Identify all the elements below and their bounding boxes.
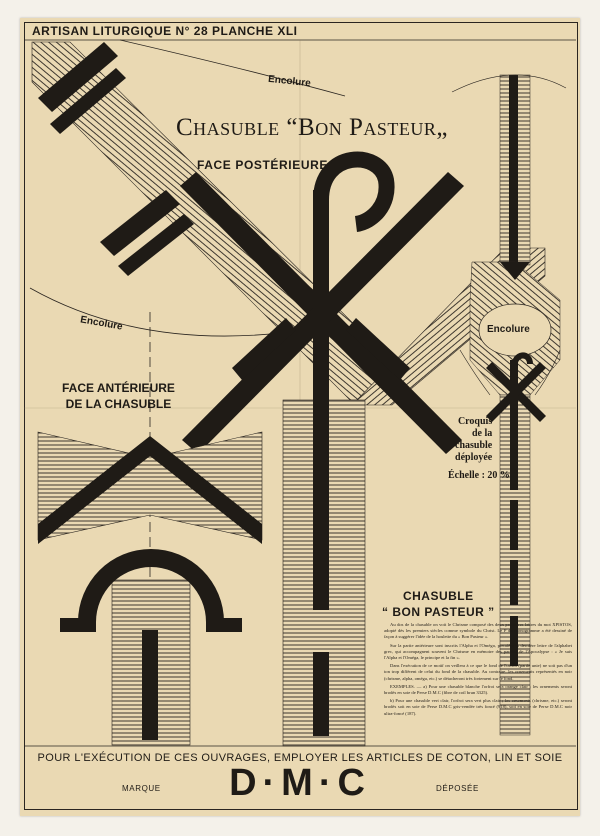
description-paragraph: Sur la partie antérieure sont inscrits l'Alpha et l'Oméga, première et dernière lettre de l'alphabet grec, qui accompagnent souvent le Chrisme en mémoire des paroles de l'Apocalypse : « Je suis l'Alpha et l'Oméga, le principe et la fin ».: [384, 642, 572, 661]
croquis-label: [455, 416, 492, 464]
chasuble-name-line1: CHASUBLE: [402, 589, 474, 603]
deposee-label: DÉPOSÉE: [436, 784, 479, 793]
face-anterieure-line1: FACE ANTÉRIEURE: [62, 381, 175, 395]
croquis-line1: Croquis: [457, 416, 493, 427]
face-posterieure-label: FACE POSTÉRIEURE: [197, 158, 328, 172]
description-paragraph: EXEMPLES. — a) Pour une chasuble blanche l'orfroi sera orange clair ; les ornements seront brodés en soie de Perse D.M.C (fibre de coil brun 3325).: [384, 683, 572, 696]
encolure-label-left: Encolure: [79, 314, 124, 333]
croquis-line3: chasuble: [455, 440, 493, 451]
dmc-logo: D·M·C: [229, 762, 371, 804]
face-anterieure-line2: DE LA CHASUBLE: [65, 397, 172, 411]
description-text: [384, 622, 572, 719]
croquis-line4: déployée: [455, 452, 493, 463]
plate-title: Chasuble “Bon Pasteur„: [176, 114, 448, 141]
description-paragraph: Au dos de la chasuble on voit le Chrisme composé des deux premières lettres du mot XPISTOS, adopté dès les premiers siècles comme symbole du Christ. Le P du monogramme a été dessiné de façon à suggérer l'idée de la houlette du « Bon Pasteur ».: [384, 622, 572, 640]
encolure-label-top: Encolure: [267, 73, 312, 90]
face-anterieure-label: [62, 380, 175, 412]
chasuble-name-label: [382, 588, 495, 620]
crook: [321, 160, 387, 224]
description-paragraph: Dans l'exécution de ce motif on veillera à ce que le fond de l'orfroi (partie unie) ne soit pas d'un ton trop différent de celui du fond de la chasuble. Au contraire, les ornements représentés en noir (chrisme, alpha, oméga, etc.) se détacheront très fortement sur le fond.: [384, 663, 572, 681]
scale-label: Échelle : 20 %: [448, 470, 510, 481]
croquis-line2: de la: [471, 428, 493, 439]
marque-label: MARQUE: [122, 784, 161, 793]
encolure-curve-top: [120, 40, 345, 96]
encolure-label-right: Encolure: [487, 324, 530, 335]
plate-header: ARTISAN LITURGIQUE N° 28 PLANCHE XLI: [32, 24, 298, 38]
chasuble-name-line2: “ BON PASTEUR ”: [382, 605, 495, 619]
description-paragraph: b) Pour une chasuble vert clair, l'orfroi sera vert plus clair ; les ornements (chrisme, etc.) seront brodés soit en soie de Perse D.M.C gris-vendée très foncé (918), soit en soie de Perse D.M.C noir ultra-foncé (187).: [384, 698, 572, 716]
footer-text: POUR L'EXÉCUTION DE CES OUVRAGES, EMPLOYER LES ARTICLES DE COTON, LIN ET SOIE: [37, 752, 563, 764]
